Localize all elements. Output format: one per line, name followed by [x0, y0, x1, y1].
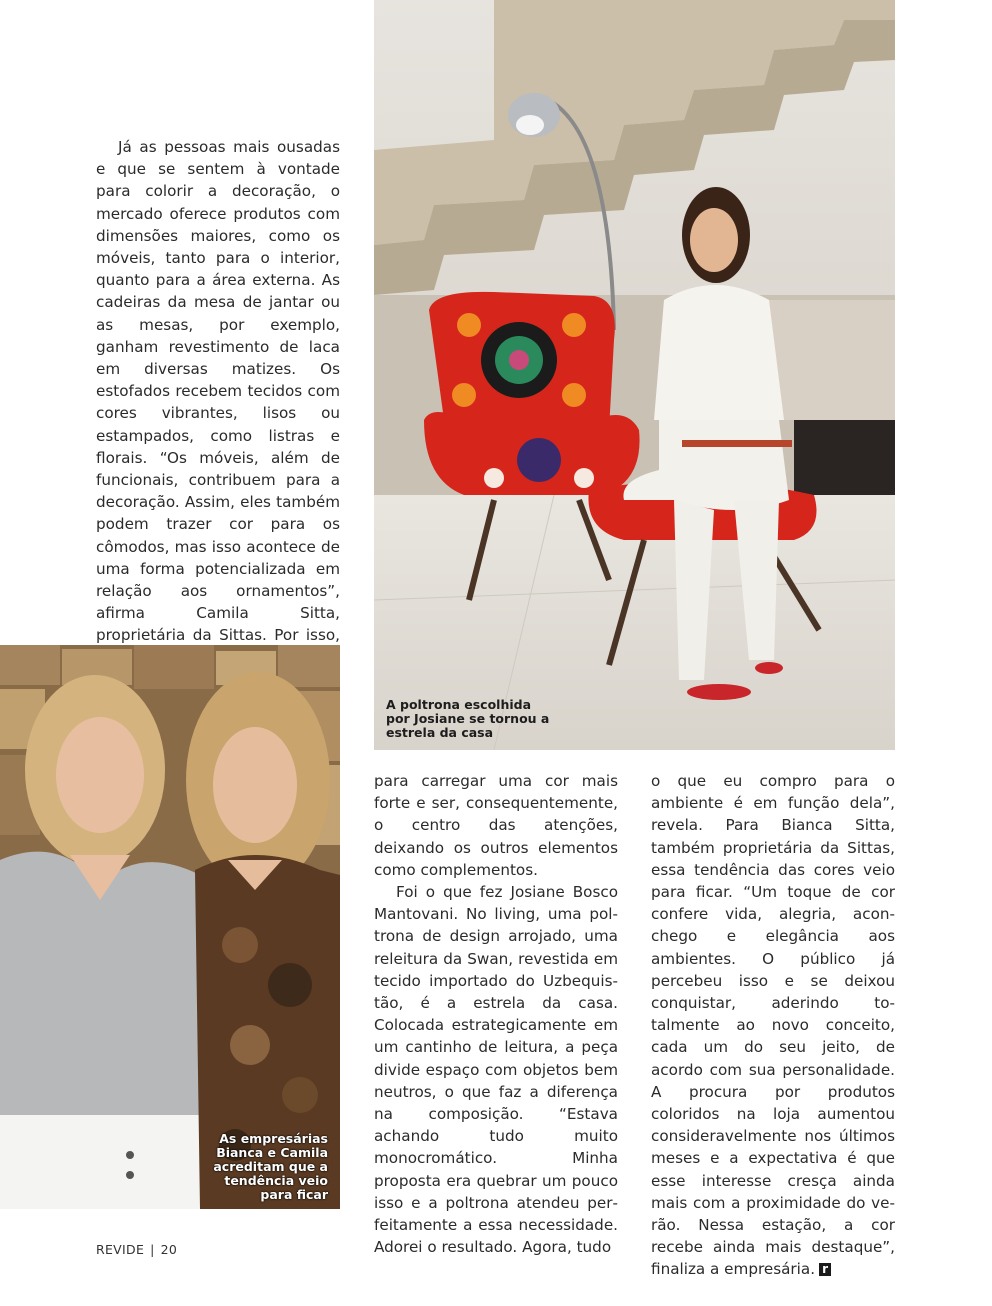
page-number: 20: [160, 1242, 178, 1257]
paragraph-last: [651, 770, 895, 1281]
article-column-2: [374, 770, 618, 1258]
paragraph: para carregar uma cor mais forte e ser, consequentemente, o centro das atenções, deixando os outros elementos como complementos.: [374, 772, 618, 879]
end-of-article-mark: r: [819, 1263, 831, 1276]
paragraph: Já as pessoas mais ousadas e que se sentem à vontade para colorir a decoração, o mercado oferece produtos com dimensões maiores, como os móveis, tanto para o interior, quanto para a área externa. As cadeiras da mesa de jantar ou as mesas, por exemplo, ganham revestimento de laca em diversas matizes. Os estofados recebem tecidos com cores vibrantes, lisos ou estampados, como listras e florais. “Os móveis, além de funcionais, contribuem para a decoração. Assim, eles também podem trazer cor para os cômodos, mas isso acontece de uma forma potencializada em relação aos ornamentos”, afirma Camila Sitta, proprietária da Sittas. Por isso,: [96, 138, 340, 645]
photo-caption-chair: A poltrona escolhida por Josiane se tornou a estrela da casa: [386, 697, 550, 740]
paragraph-text: o que eu compro para o ambiente é em função dela”, revela. Para Bianca Sitta, também proprietária da Sittas, essa tendência das cores veio para ficar. “Um toque de cor confere vida, alegria, aconchego e elegância aos ambientes. O público já percebeu isso e se deixou conquistar, aderindo totalmente ao novo conceito, cada um do seu jeito, de acordo com sua personalidade. A procura por produtos coloridos na loja aumentou consideravelmente nos últimos meses e a expectativa é que esse interesse cresça ainda mais com a proximidade do verão. Nessa estação, a cor recebe ainda mais destaque”, finaliza a empresária.: [651, 772, 895, 1279]
photo-sisters-illustration: [0, 645, 340, 1209]
article-column-1: [96, 136, 340, 713]
footer-separator: |: [150, 1242, 155, 1257]
photo-businesswomen: [0, 645, 340, 1209]
photo-caption-sisters: As empresárias Bianca e Camila acreditam que a tendência veio para ficar: [213, 1131, 328, 1202]
photo-chair-woman: [374, 0, 895, 750]
photo-chair-illustration: [374, 0, 895, 750]
article-column-3: [651, 770, 895, 1281]
magazine-name: REVIDE: [96, 1242, 145, 1257]
page-footer: [96, 1242, 177, 1257]
paragraph: Foi o que fez Josiane Bosco Mantovani. No living, uma poltrona de design arrojado, uma releitura da Swan, revestida em tecido importado do Uzbequistão, é a estrela da casa. Colocada estrategicamente em um cantinho de leitura, a peça divide espaço com objetos bem neutros, o que faz a diferença na composição. “Estava achando tudo muito monocromático. Minha proposta era quebrar um pouco isso e a poltrona atendeu perfeitamente a essa necessidade. Adorei o resultado. Agora, tudo: [374, 883, 618, 1257]
